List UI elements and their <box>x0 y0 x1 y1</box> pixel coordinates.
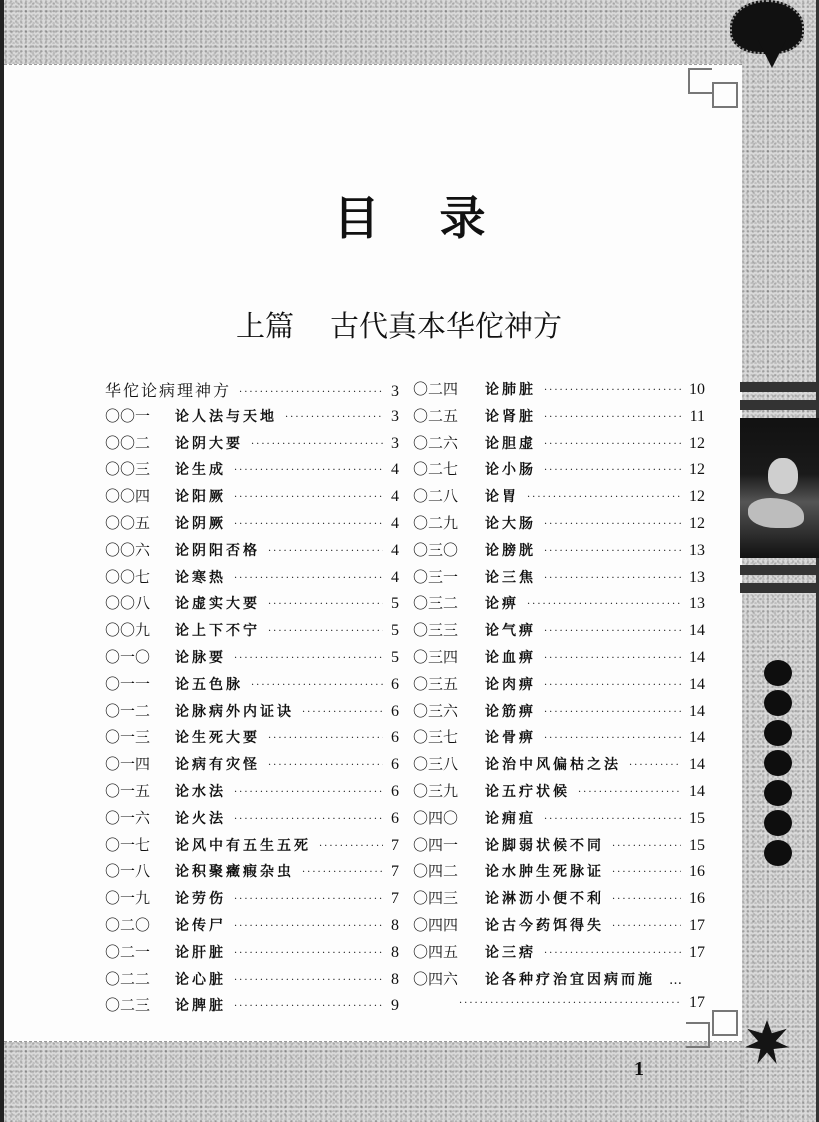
toc-entry-label: 论三焦 <box>485 569 536 586</box>
toc-entry-label: 论阳厥 <box>175 489 226 506</box>
dot-leader <box>544 948 681 959</box>
toc-entry-number: 〇一二 <box>105 701 151 720</box>
toc-entry[interactable] <box>105 673 399 700</box>
dot-icon <box>764 690 792 716</box>
dot-leader <box>612 921 681 932</box>
toc-entry[interactable] <box>413 539 705 566</box>
toc-entry[interactable] <box>413 378 705 405</box>
toc-entry-number: 〇三七 <box>413 728 459 747</box>
toc-entry-label: 论痹 <box>485 596 519 613</box>
toc-entry-number: 〇二五 <box>413 406 459 425</box>
dot-leader <box>268 546 383 557</box>
toc-entry-page: 15 <box>689 836 705 854</box>
toc-entry-number: 〇四〇 <box>413 808 459 827</box>
toc-entry[interactable] <box>413 860 705 887</box>
toc-entry-page: 3 <box>391 407 399 425</box>
toc-entry-page: 15 <box>689 809 705 827</box>
toc-entry-page: 12 <box>689 514 705 532</box>
toc-entry-page: 12 <box>689 434 705 452</box>
toc-entry-label: 论生成 <box>175 462 226 479</box>
dot-icon <box>764 810 792 836</box>
dot-leader <box>268 599 383 610</box>
dot-leader <box>527 599 681 610</box>
toc-left-column <box>105 378 399 1021</box>
toc-entry-label: 论五色脉 <box>175 676 243 693</box>
toc-entry-number: 〇一七 <box>105 835 151 854</box>
toc-entry[interactable] <box>105 941 399 968</box>
toc-entry-number: 〇四四 <box>413 915 459 934</box>
fret-corner-icon <box>688 68 712 94</box>
dot-leader <box>234 921 383 932</box>
toc-entry-number: 〇二六 <box>413 433 459 452</box>
toc-entry-label: 论肉痹 <box>485 676 536 693</box>
toc-entry[interactable] <box>105 780 399 807</box>
toc-entry-label: 论寒热 <box>175 569 226 586</box>
toc-entry[interactable] <box>413 941 705 968</box>
fret-corner-icon <box>712 82 738 108</box>
toc-entry[interactable] <box>105 753 399 780</box>
toc-entry-page: 8 <box>391 916 399 934</box>
toc-entry-page: 17 <box>689 943 705 961</box>
toc-continuation-row[interactable] <box>413 994 705 1021</box>
toc-entry-number: 〇一九 <box>105 889 151 908</box>
toc-entry[interactable] <box>105 539 399 566</box>
toc-entry[interactable] <box>413 700 705 727</box>
toc-entry[interactable] <box>413 834 705 861</box>
toc-entry-page: 5 <box>391 622 399 640</box>
margin-stripe <box>740 382 819 392</box>
dot-leader <box>234 787 383 798</box>
toc-entry-number: 〇一〇 <box>105 647 151 666</box>
toc-entry-page: 9 <box>391 997 399 1015</box>
toc-entry[interactable] <box>105 968 399 995</box>
dot-leader <box>544 439 681 450</box>
dot-leader <box>234 894 383 905</box>
toc-entry-page: 14 <box>689 622 705 640</box>
dot-leader <box>234 465 383 476</box>
toc-entry-page: 14 <box>689 675 705 693</box>
toc-entry-page: 14 <box>689 648 705 666</box>
toc-entry-number: 〇二二 <box>105 969 151 988</box>
dot-icon <box>764 660 792 686</box>
top-margin-texture <box>0 0 819 64</box>
dot-leader <box>302 707 383 718</box>
toc-entry-number: 〇一八 <box>105 862 151 881</box>
toc-entry-label: 论三痞 <box>485 944 536 961</box>
dot-leader <box>544 733 681 744</box>
portrait-arm <box>748 498 804 528</box>
dot-leader <box>268 760 383 771</box>
toc-entry-label: 论治中风偏枯之法 <box>485 757 621 774</box>
toc-entry[interactable] <box>413 807 705 834</box>
toc-entry-label: 论脉病外内证诀 <box>175 703 294 720</box>
toc-entry-label: 论风中有五生五死 <box>175 837 311 854</box>
toc-entry-page: 6 <box>391 782 399 800</box>
toc-entry-number: 〇三二 <box>413 594 459 613</box>
toc-entry-page: 11 <box>689 407 705 425</box>
toc-entry-number: 〇三三 <box>413 621 459 640</box>
toc-entry-label: 论水肿生死脉证 <box>485 864 604 881</box>
toc-entry-label: 论大肠 <box>485 515 536 532</box>
dot-leader <box>544 653 681 664</box>
dot-leader <box>544 519 681 530</box>
dot-leader <box>234 975 383 986</box>
dot-leader <box>268 626 383 637</box>
toc-entry-page: 5 <box>391 595 399 613</box>
toc-entry-label: 论阴阳否格 <box>175 542 260 559</box>
margin-dot-column <box>764 660 794 866</box>
toc-entry[interactable] <box>105 405 399 432</box>
toc-entry-label: 论五疔状候 <box>485 783 570 800</box>
toc-right-column <box>413 378 705 1021</box>
toc-entry-number: 〇〇八 <box>105 594 151 613</box>
toc-entry[interactable] <box>105 914 399 941</box>
toc-entry-number: 〇三六 <box>413 701 459 720</box>
toc-entry[interactable] <box>105 860 399 887</box>
toc-entry-number: 〇〇一 <box>105 406 151 425</box>
toc-entry-number: 〇〇三 <box>105 460 151 479</box>
toc-entry[interactable] <box>413 673 705 700</box>
dot-leader <box>612 894 681 905</box>
toc-entry-page: 17 <box>689 916 705 934</box>
toc-entry[interactable] <box>413 914 705 941</box>
toc-entry-number: 〇一三 <box>105 728 151 747</box>
toc-entry-number: 〇一四 <box>105 755 151 774</box>
toc-entry-label: 论积聚癥瘕杂虫 <box>175 864 294 881</box>
toc-entry-label: 论痈疽 <box>485 810 536 827</box>
dot-leader <box>544 707 681 718</box>
toc-entry-label: 论人法与天地 <box>175 408 277 425</box>
toc-entry-number: 〇三四 <box>413 647 459 666</box>
margin-stripe <box>740 583 819 593</box>
toc-entry-page: 14 <box>689 702 705 720</box>
dot-leader <box>578 787 681 798</box>
toc-entry-label: 华佗论病理神方 <box>105 381 232 400</box>
dot-icon <box>764 780 792 806</box>
toc-entry[interactable] <box>105 566 399 593</box>
toc-entry-page: 14 <box>689 782 705 800</box>
dot-leader <box>234 653 383 664</box>
toc-entry-page: 7 <box>391 890 399 908</box>
toc-entry-label: 论骨痹 <box>485 730 536 747</box>
toc-entry-label: 论火法 <box>175 810 226 827</box>
toc-entry-page: 6 <box>391 756 399 774</box>
toc-entry-label: 论生死大要 <box>175 730 260 747</box>
toc-entry-number: 〇三八 <box>413 755 459 774</box>
toc-entry-number: 〇四五 <box>413 942 459 961</box>
dot-leader <box>234 948 383 959</box>
toc-entry-number: 〇〇六 <box>105 540 151 559</box>
toc-entry-number: 〇三九 <box>413 781 459 800</box>
dot-leader <box>234 573 383 584</box>
toc-entry-label: 论脉要 <box>175 649 226 666</box>
margin-stripe <box>740 400 819 410</box>
dot-leader <box>234 519 383 530</box>
toc-entry[interactable] <box>105 592 399 619</box>
dot-leader <box>251 680 383 691</box>
dot-leader <box>527 492 681 503</box>
toc-entry[interactable] <box>413 566 705 593</box>
dot-leader <box>239 387 383 398</box>
toc-entry[interactable] <box>413 512 705 539</box>
part-label: 上篇 <box>236 309 295 343</box>
toc-entry-label: 论血痹 <box>485 649 536 666</box>
toc-entry-label: 论筋痹 <box>485 703 536 720</box>
toc-entry-number: 〇四二 <box>413 862 459 881</box>
fret-corner-icon <box>686 1022 710 1048</box>
toc-entry-number: 〇二七 <box>413 460 459 479</box>
toc-entry-page: 7 <box>391 836 399 854</box>
dot-leader <box>544 385 681 396</box>
toc-entry[interactable] <box>105 485 399 512</box>
medallion-tip-icon <box>758 40 786 68</box>
toc-entry-number: 〇一五 <box>105 781 151 800</box>
toc-entry-number: 〇二三 <box>105 996 151 1015</box>
dot-leader <box>629 760 681 771</box>
toc-entry[interactable] <box>413 887 705 914</box>
toc-entry[interactable] <box>105 458 399 485</box>
toc-entry[interactable] <box>413 619 705 646</box>
toc-entry-page: 6 <box>391 675 399 693</box>
toc-entry-label: 论膀胱 <box>485 542 536 559</box>
toc-entry-page: 8 <box>391 970 399 988</box>
toc-entry-label: 论淋沥小便不利 <box>485 891 604 908</box>
toc-entry-number: 〇〇二 <box>105 433 151 452</box>
toc-entry-page: 6 <box>391 809 399 827</box>
toc-entry-number: 〇二一 <box>105 942 151 961</box>
toc-entry-label: 论心脏 <box>175 971 226 988</box>
toc-entry-label: 论水法 <box>175 783 226 800</box>
toc-entry-number: 〇〇四 <box>105 487 151 506</box>
toc-entry-page: 4 <box>391 461 399 479</box>
toc-entry-page: 16 <box>689 863 705 881</box>
dot-leader <box>544 626 681 637</box>
toc-entry-label: 论胆虚 <box>485 435 536 452</box>
toc-entry-page: 12 <box>689 461 705 479</box>
toc-entry[interactable] <box>413 405 705 432</box>
toc-entry[interactable] <box>413 726 705 753</box>
dot-leader <box>459 998 681 1009</box>
toc-entry[interactable] <box>105 807 399 834</box>
toc-entry[interactable] <box>413 458 705 485</box>
toc-entry-label: 论肺脏 <box>485 382 536 398</box>
toc-entry[interactable] <box>413 592 705 619</box>
dot-leader <box>319 841 383 852</box>
toc-entry-number: 〇二〇 <box>105 915 151 934</box>
toc-entry[interactable] <box>105 700 399 727</box>
part-name: 古代真本华佗神方 <box>330 309 563 343</box>
toc-entry-label: 论小肠 <box>485 462 536 479</box>
toc-entry-label: 论上下不宁 <box>175 623 260 640</box>
toc-entry[interactable] <box>413 485 705 512</box>
dot-leader <box>234 814 383 825</box>
dot-leader <box>544 573 681 584</box>
toc-entry-page: 4 <box>391 568 399 586</box>
toc-entry-number: 〇三五 <box>413 674 459 693</box>
toc-entry-label: 论传尸 <box>175 917 226 934</box>
toc-entry[interactable] <box>105 432 399 459</box>
toc-entry-page: 5 <box>391 648 399 666</box>
toc-entry-page: 13 <box>689 595 705 613</box>
toc-entry[interactable] <box>105 512 399 539</box>
dot-leader <box>285 412 383 423</box>
toc-entry[interactable] <box>413 646 705 673</box>
toc-entry[interactable] <box>105 834 399 861</box>
right-margin-texture <box>742 0 819 1122</box>
portrait-illustration <box>740 418 819 558</box>
toc-entry-number: 〇四一 <box>413 835 459 854</box>
toc-entry-page: 4 <box>391 488 399 506</box>
toc-entry-label: 论虚实大要 <box>175 596 260 613</box>
toc-entry-page: 6 <box>391 702 399 720</box>
toc-entry-label: 论胃 <box>485 489 519 506</box>
toc-entry-label: 论阴大要 <box>175 435 243 452</box>
toc-entry-page: 13 <box>689 568 705 586</box>
dot-leader <box>302 867 383 878</box>
toc-entry[interactable] <box>413 968 705 995</box>
toc-entry-page: 3 <box>391 434 399 452</box>
margin-stripe <box>740 565 819 575</box>
toc-entry-page: 6 <box>391 729 399 747</box>
toc-entry-label: 论肝脏 <box>175 944 226 961</box>
toc-entry-number: 〇三一 <box>413 567 459 586</box>
dot-leader <box>234 1001 383 1012</box>
part-heading <box>236 304 562 345</box>
toc-entry-label: 论气痹 <box>485 623 536 640</box>
toc-entry-number: 〇四六 <box>413 969 459 988</box>
dot-leader <box>544 412 681 423</box>
toc-section-head[interactable] <box>105 378 399 405</box>
toc-entry-page: 16 <box>689 890 705 908</box>
portrait-face <box>768 458 798 494</box>
toc-entry-number: 〇二四 <box>413 380 459 398</box>
toc-entry-label: 论劳伤 <box>175 891 226 908</box>
toc-entry-label: 论各种疗治宜因病而施 <box>485 971 655 988</box>
toc-entry-page: 4 <box>391 541 399 559</box>
toc-entry-label: 论肾脏 <box>485 408 536 425</box>
toc-entry[interactable] <box>413 780 705 807</box>
toc-entry-label: 论脚弱状候不同 <box>485 837 604 854</box>
dot-icon <box>764 720 792 746</box>
toc-entry-page: 3 <box>391 383 399 400</box>
toc-entry-label: 论病有灾怪 <box>175 757 260 774</box>
toc-entry-page: 4 <box>391 514 399 532</box>
page-number: 1 <box>634 1058 644 1080</box>
toc-entry-page: 8 <box>391 943 399 961</box>
dot-icon <box>764 750 792 776</box>
toc-entry-number: 〇〇九 <box>105 621 151 640</box>
dot-leader <box>251 439 383 450</box>
toc-entry-page: 13 <box>689 541 705 559</box>
dot-leader <box>612 867 681 878</box>
toc-entry-number: 〇〇五 <box>105 513 151 532</box>
dot-leader <box>234 492 383 503</box>
toc-entry-page: 10 <box>689 381 705 398</box>
dot-leader <box>544 465 681 476</box>
toc-entry-number: 〇四三 <box>413 889 459 908</box>
dot-leader <box>612 841 681 852</box>
toc-entry-page: 14 <box>689 756 705 774</box>
toc-entry-number: 〇三〇 <box>413 540 459 559</box>
toc-entry-label: 论古今药饵得失 <box>485 917 604 934</box>
toc-entry-number: 〇二八 <box>413 487 459 506</box>
dot-leader <box>544 680 681 691</box>
toc-entry-number: 〇二九 <box>413 513 459 532</box>
toc-entry[interactable] <box>105 726 399 753</box>
fret-corner-icon <box>712 1010 738 1036</box>
toc-entry[interactable] <box>413 432 705 459</box>
toc-entry-label: 论阴厥 <box>175 515 226 532</box>
toc-entry[interactable] <box>105 619 399 646</box>
toc-entry[interactable] <box>105 994 399 1021</box>
dot-leader <box>544 814 681 825</box>
toc-entry-number: 〇一一 <box>105 674 151 693</box>
toc-entry-page: 7 <box>391 863 399 881</box>
toc-entry-page: 12 <box>689 488 705 506</box>
continued-marker: … <box>669 972 682 988</box>
dot-leader <box>268 733 383 744</box>
page-title: 目录 <box>333 191 546 245</box>
toc-entry-page: 14 <box>689 729 705 747</box>
toc-entry[interactable] <box>413 753 705 780</box>
toc-entry[interactable] <box>105 646 399 673</box>
dot-leader <box>544 546 681 557</box>
toc-entry-label: 论脾脏 <box>175 998 226 1015</box>
bottom-margin-texture <box>0 1040 819 1122</box>
toc-entry-page: 17 <box>689 994 705 1012</box>
dot-icon <box>764 840 792 866</box>
toc-entry-number: 〇〇七 <box>105 567 151 586</box>
toc-entry[interactable] <box>105 887 399 914</box>
toc-entry-number: 〇一六 <box>105 808 151 827</box>
